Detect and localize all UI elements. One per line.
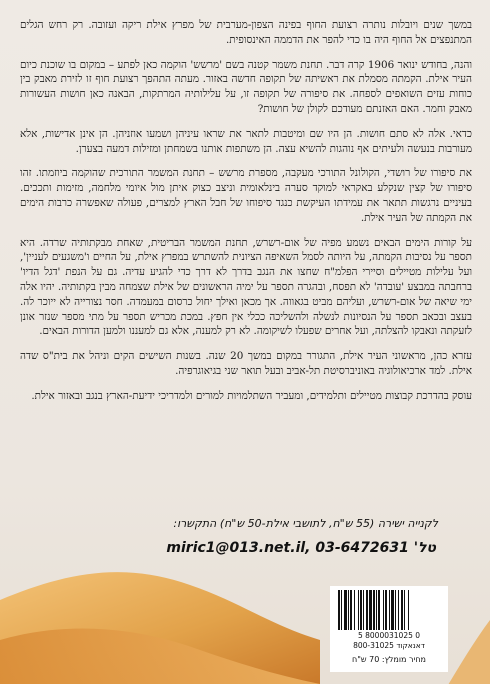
back-cover-blurb xyxy=(20,18,472,414)
barcode-bars xyxy=(338,590,440,630)
author-bio-paragraph: עזרא כהן, מראשוני העיר אילת, התגורר במקום במשך 20 שנה. בשנות השישים הקים וניהל את בית"ס שדה אילת. למד ארכיאולוגיה באוניברסיטת תל-אביב ובעל תואר שני בגיאוגרפיה. xyxy=(20,350,472,377)
blurb-paragraph: כדאי. אלה לא סתם חושות. הן היו שם ומיטבות לתאר את שראו עיניהן ושמעו אוזניהן. הן אינן אדישות, אלא מעורבות בנעשה ולעיתים אף נוהגות להשיא עצה. הן משתפות אותנו בשמחתן ומזילות דמעה בצערן. xyxy=(20,127,472,155)
blurb-paragraph: על קורות הימים הבאים נשמע מפיה של אום-רשרש, תחנת המשמר הבריטית, שאחת מבקתותיה שרדה. היא תספר על נסיבות הקמתה, על היותה לסמל השאיפה הציונית להשתרש במפרץ אילת, על החיים ו'משגעים לעניין', ועל עלילות מטיילים וסיירי הפלמ"ח שחצו את הנגב בדרך לא דרך כדי להגיע עדיה. גם על הנפת 'דגל הדיו' ברחבתה במבצע 'עובדה' לא תפסח, ובהגרה תספר על ימיה הראשונים של אילת שצמחה מבין בקתותיה. יהיו אלה ימי שיאה של אום-רשרש, ועליהם מביט בגאווה. אך מכאן ואילך יחול כרסום במעמדה. חסר נצורייה לא ייוכר לה. בעצב ובכאב תספר על הנסיונות לנשלה ולהשליכה ככלי אין חפץ. במכת מכריש תספר על מתי מספר שנזר אונן לזעקתה ונאבקו להצלתה, ועל אחרים שפעלו לשיקומה. לא רק למענה, אלא גם למעננו ולמען הדורות הבאים. xyxy=(20,236,472,338)
contact-details: טל' 03-6472631 ,miric1@013.net.il xyxy=(166,540,436,556)
blurb-paragraph: והנה, בחודש ינואר 1906 קרה דבר. תחנת משמר קטנה בשם 'מרשש' הוקמה כאן לפתע – במקום בו שוכנת כיום העיר אילת. הקמתה מסמלת את ראשיתה של תקופה חדשה באזור. מעתה התהפך רצועת חוף זו לזירת מאבק בין כוחות עזים השואפים לספחה. את סיפורה של תקופה זו, על עלילותיה המרתקות, הבאנה כאן חושות העשורות מאבק וחמר. האם האזנתם מעודכם לקולן של חושות? xyxy=(20,58,472,115)
direct-order-note: לקנייה ישירה (55 ש"ח, לתושבי אילת-50 ש"ח) התקשרו: xyxy=(173,517,438,530)
danacode-number: דאנאקוד 800-31025 xyxy=(353,641,425,650)
barcode-number: 0 8000031025 5 xyxy=(357,631,421,640)
recommended-price: מחיר מומלץ: 70 ש"ח xyxy=(352,655,426,664)
isbn-barcode xyxy=(330,586,448,672)
author-bio-paragraph: עוסק בהדרכת קבוצות מטיילים ותלמידים, ומעביר השתלמויות למורים ולמדריכי ידיעת-הארץ בנגב ובאזור אילת. xyxy=(31,389,472,402)
blurb-paragraph: את סיפורו של רושדי, הקולונל התורכי מעקבה, מספרת מרשש – תחנת המשמר התורכית שהוקמה ביוזמתו. זהו סיפורו של קצין שנקלע באקראי למוקד סערה בינלאומית וניצב כצוק איתן מול איומי מלחמה, מזימות ותככים. בעיניים נרגשות תתאר את עמידתו העיקשת כנגד סיפוחו של חבל הארץ למצרים, פעולה שאפשרה כרבות הימים את הקמתה של העיר אילת. xyxy=(20,167,472,224)
blurb-paragraph: במשך שנים ויובלות נותרה רצועת החוף בפינה הצפון-מערבית של מפרץ אילת ריקה ועזובה. רק רחש הגלים המתנפצים אל החוף היה בו כדי להפר את הדממה האינסופית. xyxy=(20,19,472,46)
